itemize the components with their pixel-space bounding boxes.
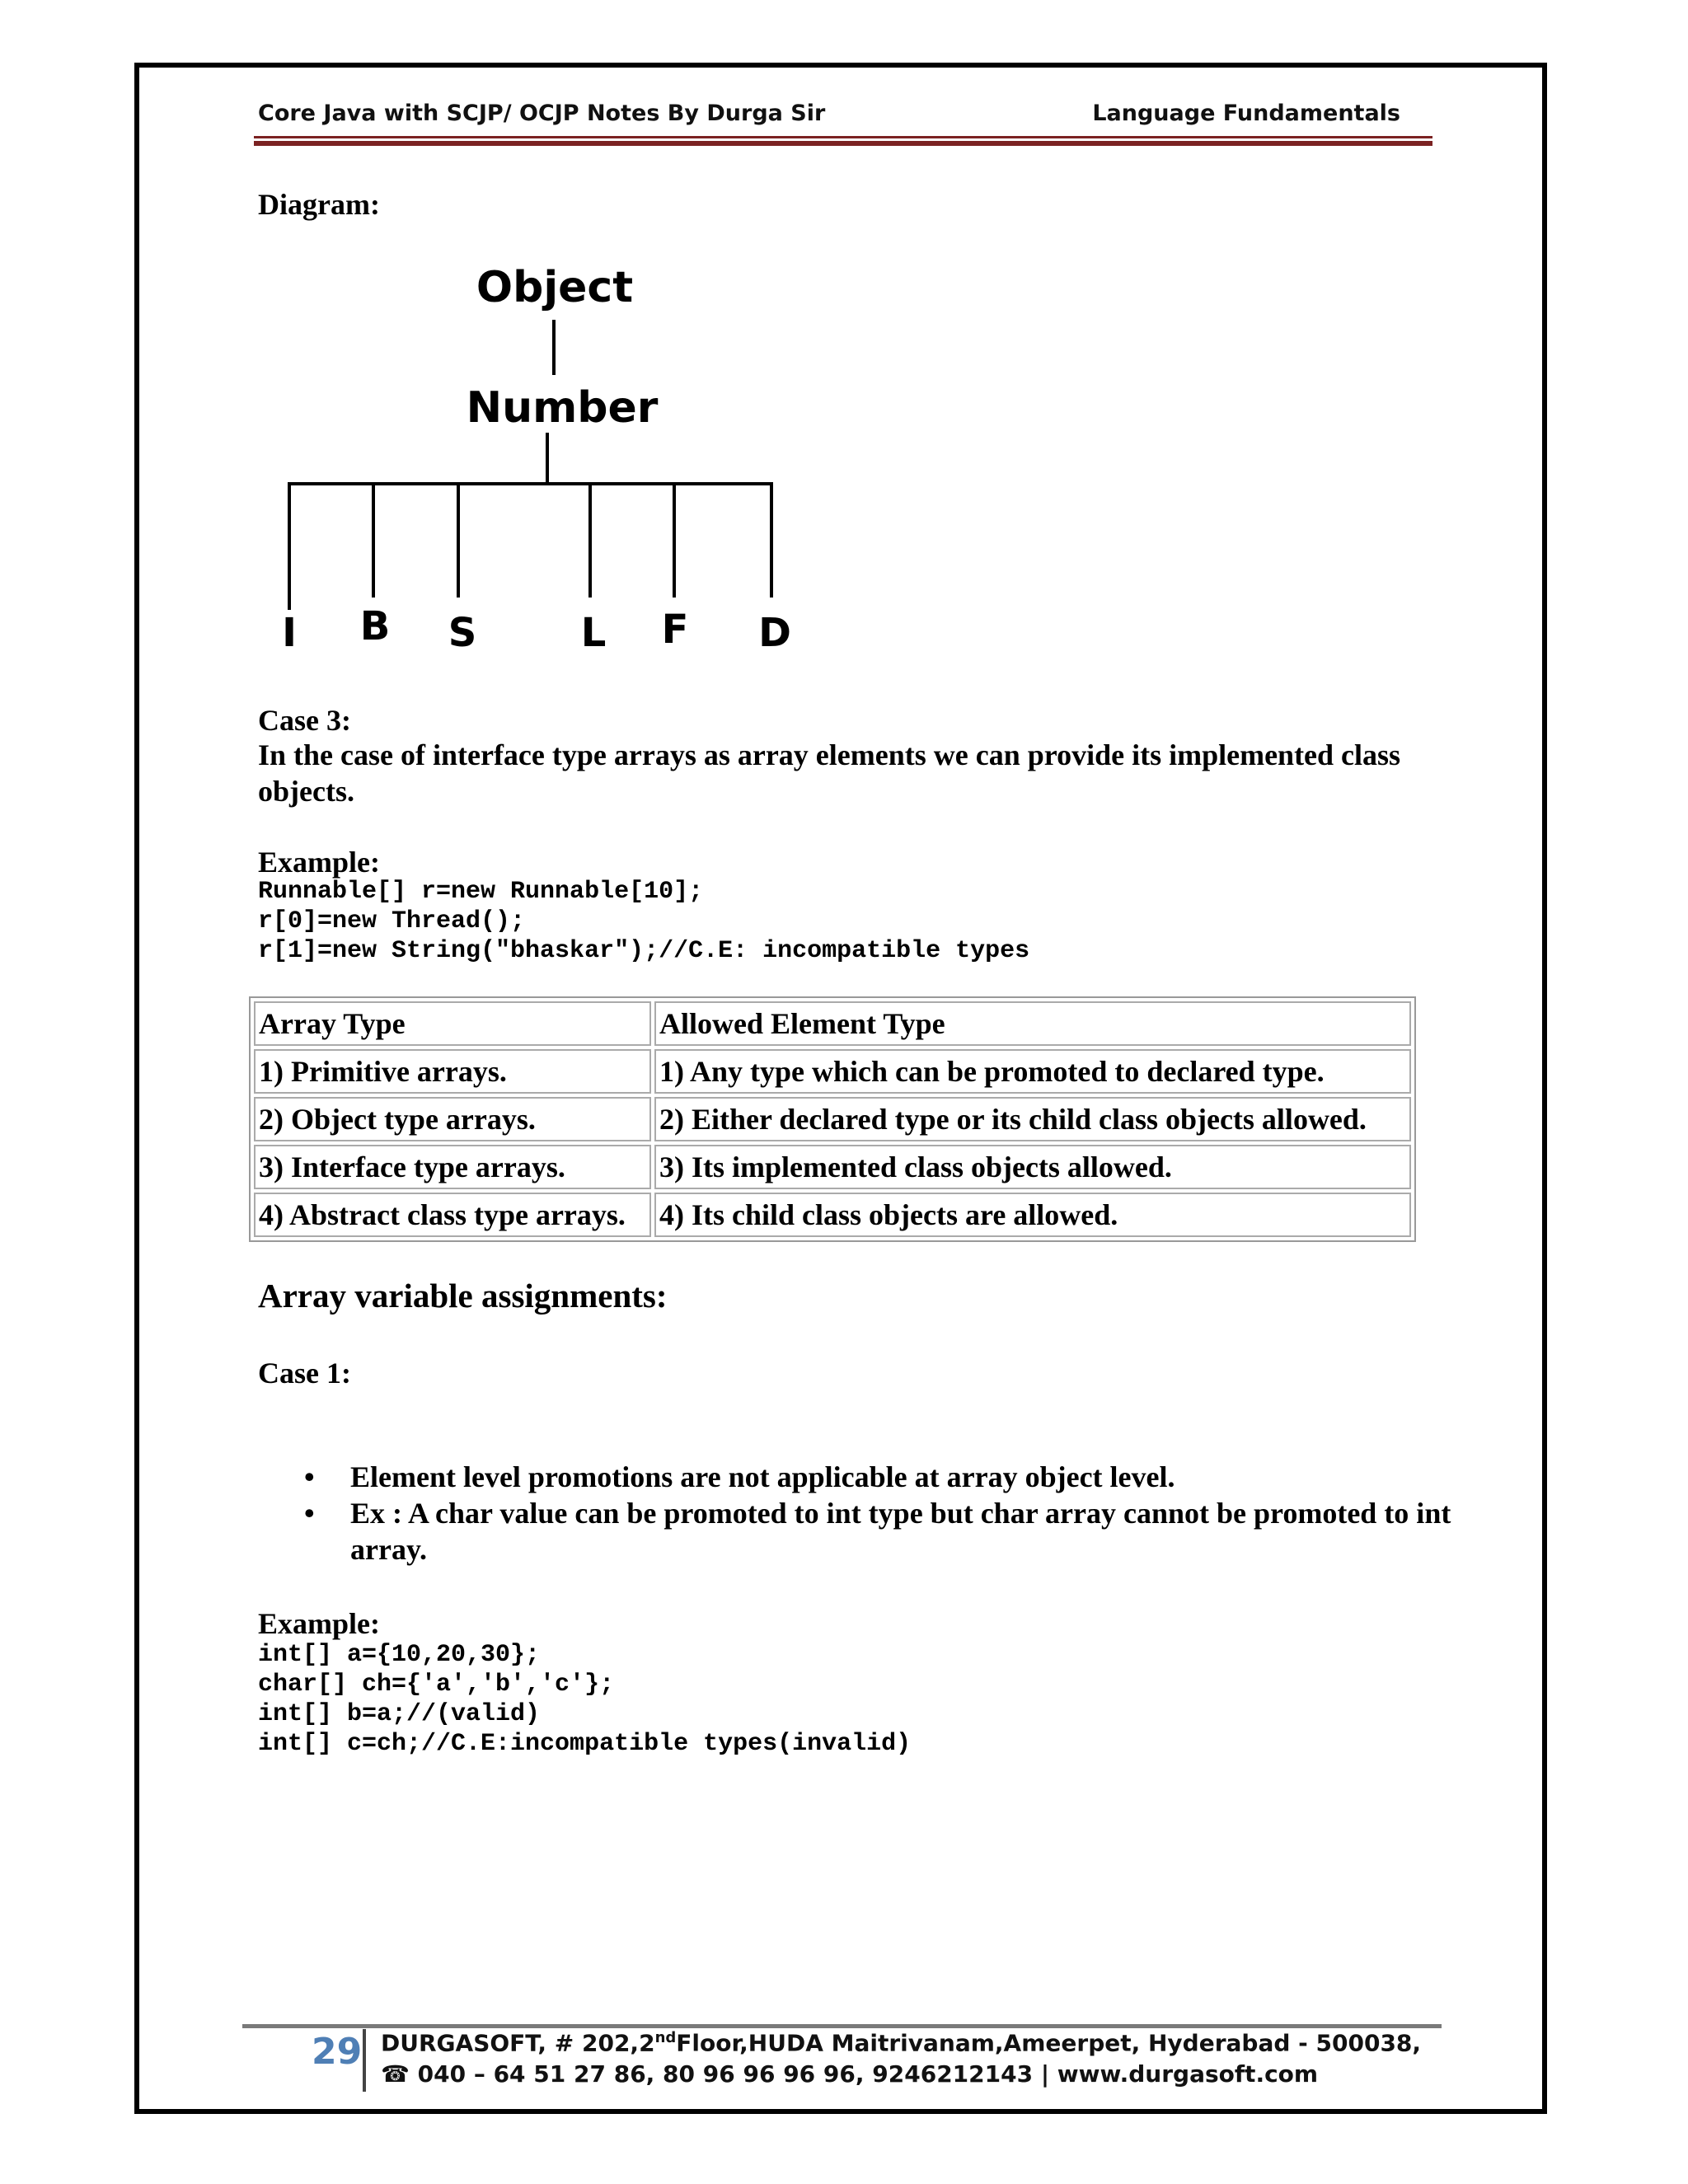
diagram-leaf-d: D <box>758 610 791 656</box>
array-type-table <box>249 996 1416 1242</box>
table-header-cell: Array Type <box>254 1001 651 1046</box>
diagram-node-number: Number <box>466 383 659 433</box>
example-label: Example: <box>258 1607 380 1640</box>
header-rule <box>254 136 1432 138</box>
diagram-heading: Diagram: <box>258 188 380 221</box>
code-line: r[0]=new Thread(); <box>258 907 526 935</box>
bullet-list <box>258 1459 1496 1568</box>
footer-rule <box>242 2024 1442 2028</box>
bullet-icon: • <box>304 1460 315 1493</box>
table-cell: 1) Any type which can be promoted to declared type. <box>654 1049 1411 1094</box>
table-cell: 1) Primitive arrays. <box>254 1049 651 1094</box>
number-hierarchy-diagram <box>247 247 824 659</box>
table-cell: 2) Either declared type or its child class objects allowed. <box>654 1097 1411 1141</box>
table-cell: 3) Interface type arrays. <box>254 1145 651 1189</box>
list-item-text: Ex : A char value can be promoted to int type but char array cannot be promoted to int array. <box>350 1497 1451 1566</box>
list-item <box>304 1459 1496 1495</box>
code-line: int[] a={10,20,30}; <box>258 1641 541 1669</box>
header-chapter: Language Fundamentals <box>1092 101 1400 126</box>
table-header-row <box>254 1001 1411 1046</box>
footer-divider <box>363 2029 366 2092</box>
code-line: int[] c=ch;//C.E:incompatible types(invalid) <box>258 1730 912 1758</box>
footer-address: DURGASOFT, # 202,2ndFloor,HUDA Maitrivanam,Ameerpet, Hyderabad - 500038, <box>381 2029 1422 2057</box>
table-cell: 4) Abstract class type arrays. <box>254 1193 651 1237</box>
table-header-cell: Allowed Element Type <box>654 1001 1411 1046</box>
diagram-node-object: Object <box>476 263 634 312</box>
table-cell: 4) Its child class objects are allowed. <box>654 1193 1411 1237</box>
table-cell: 2) Object type arrays. <box>254 1097 651 1141</box>
table-row <box>254 1049 1411 1094</box>
diagram-leaf-s: S <box>448 610 477 656</box>
table-row <box>254 1145 1411 1189</box>
case1-title: Case 1: <box>258 1357 351 1390</box>
code-line: Runnable[] r=new Runnable[10]; <box>258 878 704 906</box>
bullet-icon: • <box>304 1497 315 1530</box>
header-rule-thick <box>254 141 1432 146</box>
case3-title: Case 3: <box>258 704 351 737</box>
code-line: char[] ch={'a','b','c'}; <box>258 1671 615 1699</box>
list-item-text: Element level promotions are not applicable at array object level. <box>350 1460 1175 1493</box>
code-line: int[] b=a;//(valid) <box>258 1700 541 1728</box>
table-row <box>254 1193 1411 1237</box>
diagram-leaf-i: I <box>282 610 297 656</box>
phone-icon: ☎ <box>381 2060 418 2088</box>
diagram-leaf-l: L <box>580 610 607 656</box>
section-heading: Array variable assignments: <box>258 1277 668 1315</box>
case3-example-label: Example: <box>258 846 380 879</box>
diagram-leaf-b: B <box>359 603 391 649</box>
table-cell: 3) Its implemented class objects allowed. <box>654 1145 1411 1189</box>
diagram-leaf-f: F <box>661 607 689 653</box>
header-title: Core Java with SCJP/ OCJP Notes By Durga Sir <box>258 101 826 126</box>
code-line: r[1]=new String("bhaskar");//C.E: incompatible types <box>258 937 1030 965</box>
list-item <box>304 1495 1496 1568</box>
page-number: 29 <box>312 2031 363 2073</box>
footer-contact: ☎ 040 – 64 51 27 86, 80 96 96 96 96, 9246212143 | www.durgasoft.com <box>381 2060 1319 2088</box>
table-row <box>254 1097 1411 1141</box>
case3-text: In the case of interface type arrays as array elements we can provide its implemented class objects. <box>258 738 1401 808</box>
